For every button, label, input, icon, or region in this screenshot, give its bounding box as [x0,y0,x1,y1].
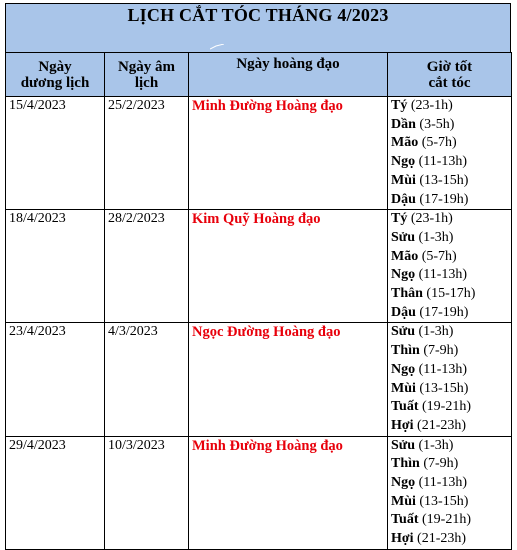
hour-name: Mùi [391,493,416,509]
decorative-mark [210,44,224,50]
hour-entry [391,380,511,399]
hour-name: Tuất [391,399,419,415]
hour-entry [391,437,511,456]
hour-name: Mão [391,135,419,151]
hour-range: (1-3h) [418,324,454,340]
hour-entry [391,210,511,229]
solar-date-cell: 18/4/2023 [6,210,105,323]
hour-entry [391,266,511,285]
lunar-date-cell: 28/2/2023 [105,210,189,323]
hour-name: Dậu [391,191,416,207]
header-good-hours [388,53,512,97]
hour-name: Mùi [391,172,416,188]
hour-range: (11-13h) [418,361,468,377]
hour-name: Ngọ [391,475,416,491]
hour-entry [391,398,511,417]
header-dao-label: Ngày hoàng đạo [236,56,340,72]
table-row [6,97,512,210]
hour-entry [391,134,511,153]
hour-entry [391,153,511,172]
hour-name: Hợi [391,417,414,433]
hour-entry [391,116,511,135]
hour-name: Ngọ [391,361,416,377]
hour-entry [391,511,511,530]
good-hours-cell [388,210,512,323]
header-solar-date [6,53,105,97]
hour-name: Tuất [391,512,419,528]
haircut-calendar-table [5,52,512,550]
hour-entry [391,474,511,493]
hour-range: (11-13h) [418,475,468,491]
hour-range: (23-1h) [410,98,453,113]
hour-entry [391,172,511,191]
table-row [6,323,512,436]
hour-name: Ngọ [391,154,416,170]
hour-entry [391,493,511,512]
hour-entry [391,342,511,361]
hour-range: (23-1h) [410,211,453,227]
hour-entry [391,455,511,474]
hour-entry [391,417,511,436]
hour-range: (7-9h) [423,343,459,359]
hour-range: (13-15h) [419,172,469,188]
table-row [6,210,512,323]
hour-range: (15-17h) [426,286,476,302]
lunar-date-cell: 4/3/2023 [105,323,189,436]
hour-name: Mão [391,248,419,264]
hour-name: Sửu [391,324,415,340]
header-lunar-line2: lịch [134,74,159,91]
solar-date-cell: 15/4/2023 [6,97,105,210]
header-lunar-line1: Ngày âm [117,58,176,75]
table-row [6,436,512,549]
hour-range: (5-7h) [421,248,457,264]
hour-range: (1-3h) [418,437,454,453]
hour-range: (11-13h) [418,267,468,283]
hour-entry [391,323,511,342]
good-hours-cell [388,97,512,210]
auspicious-day-cell: Minh Đường Hoàng đạo [189,436,388,549]
lunar-date-cell: 25/2/2023 [105,97,189,210]
hour-name: Thân [391,286,423,302]
hour-range: (19-21h) [422,512,472,528]
hour-range: (13-15h) [419,493,469,509]
hour-name: Sửu [391,229,415,245]
hour-entry [391,530,511,549]
lunar-date-cell: 10/3/2023 [105,436,189,549]
hour-name: Tý [391,98,408,113]
hour-range: (3-5h) [419,116,455,132]
hour-range: (21-23h) [417,531,467,547]
hour-name: Mùi [391,380,416,396]
hour-entry [391,97,511,116]
hour-name: Hợi [391,531,414,547]
hour-name: Dậu [391,304,416,320]
hour-entry [391,285,511,304]
solar-date-cell: 29/4/2023 [6,436,105,549]
auspicious-day-cell: Kim Quỹ Hoàng đạo [189,210,388,323]
hour-range: (17-19h) [419,191,469,207]
header-solar-line2: dương lịch [20,74,90,91]
header-hours-line1: Giờ tốt [426,58,473,75]
hour-range: (7-9h) [423,456,459,472]
hour-range: (21-23h) [417,417,467,433]
hour-entry [391,248,511,267]
hour-range: (13-15h) [419,380,469,396]
hour-entry [391,191,511,210]
hour-name: Tý [391,211,408,227]
good-hours-cell [388,323,512,436]
hour-name: Thìn [391,343,420,359]
hour-range: (17-19h) [419,304,469,320]
page-title: LỊCH CẮT TÓC THÁNG 4/2023 [127,5,389,25]
hour-name: Ngọ [391,267,416,283]
header-row [6,53,512,97]
hour-entry [391,361,511,380]
solar-date-cell: 23/4/2023 [6,323,105,436]
hour-range: (1-3h) [418,229,454,245]
hour-entry [391,304,511,323]
hour-name: Dần [391,116,416,132]
hour-range: (19-21h) [422,399,472,415]
auspicious-day-cell: Minh Đường Hoàng đạo [189,97,388,210]
header-hours-line2: cắt tóc [428,74,471,91]
hour-range: (11-13h) [418,154,468,170]
hour-entry [391,229,511,248]
header-lunar-date [105,53,189,97]
auspicious-day-cell: Ngọc Đường Hoàng đạo [189,323,388,436]
hour-name: Thìn [391,456,420,472]
header-solar-line1: Ngày [38,58,72,75]
good-hours-cell [388,436,512,549]
header-auspicious-day [189,53,388,97]
hour-range: (5-7h) [421,135,457,151]
hour-name: Sửu [391,437,415,453]
